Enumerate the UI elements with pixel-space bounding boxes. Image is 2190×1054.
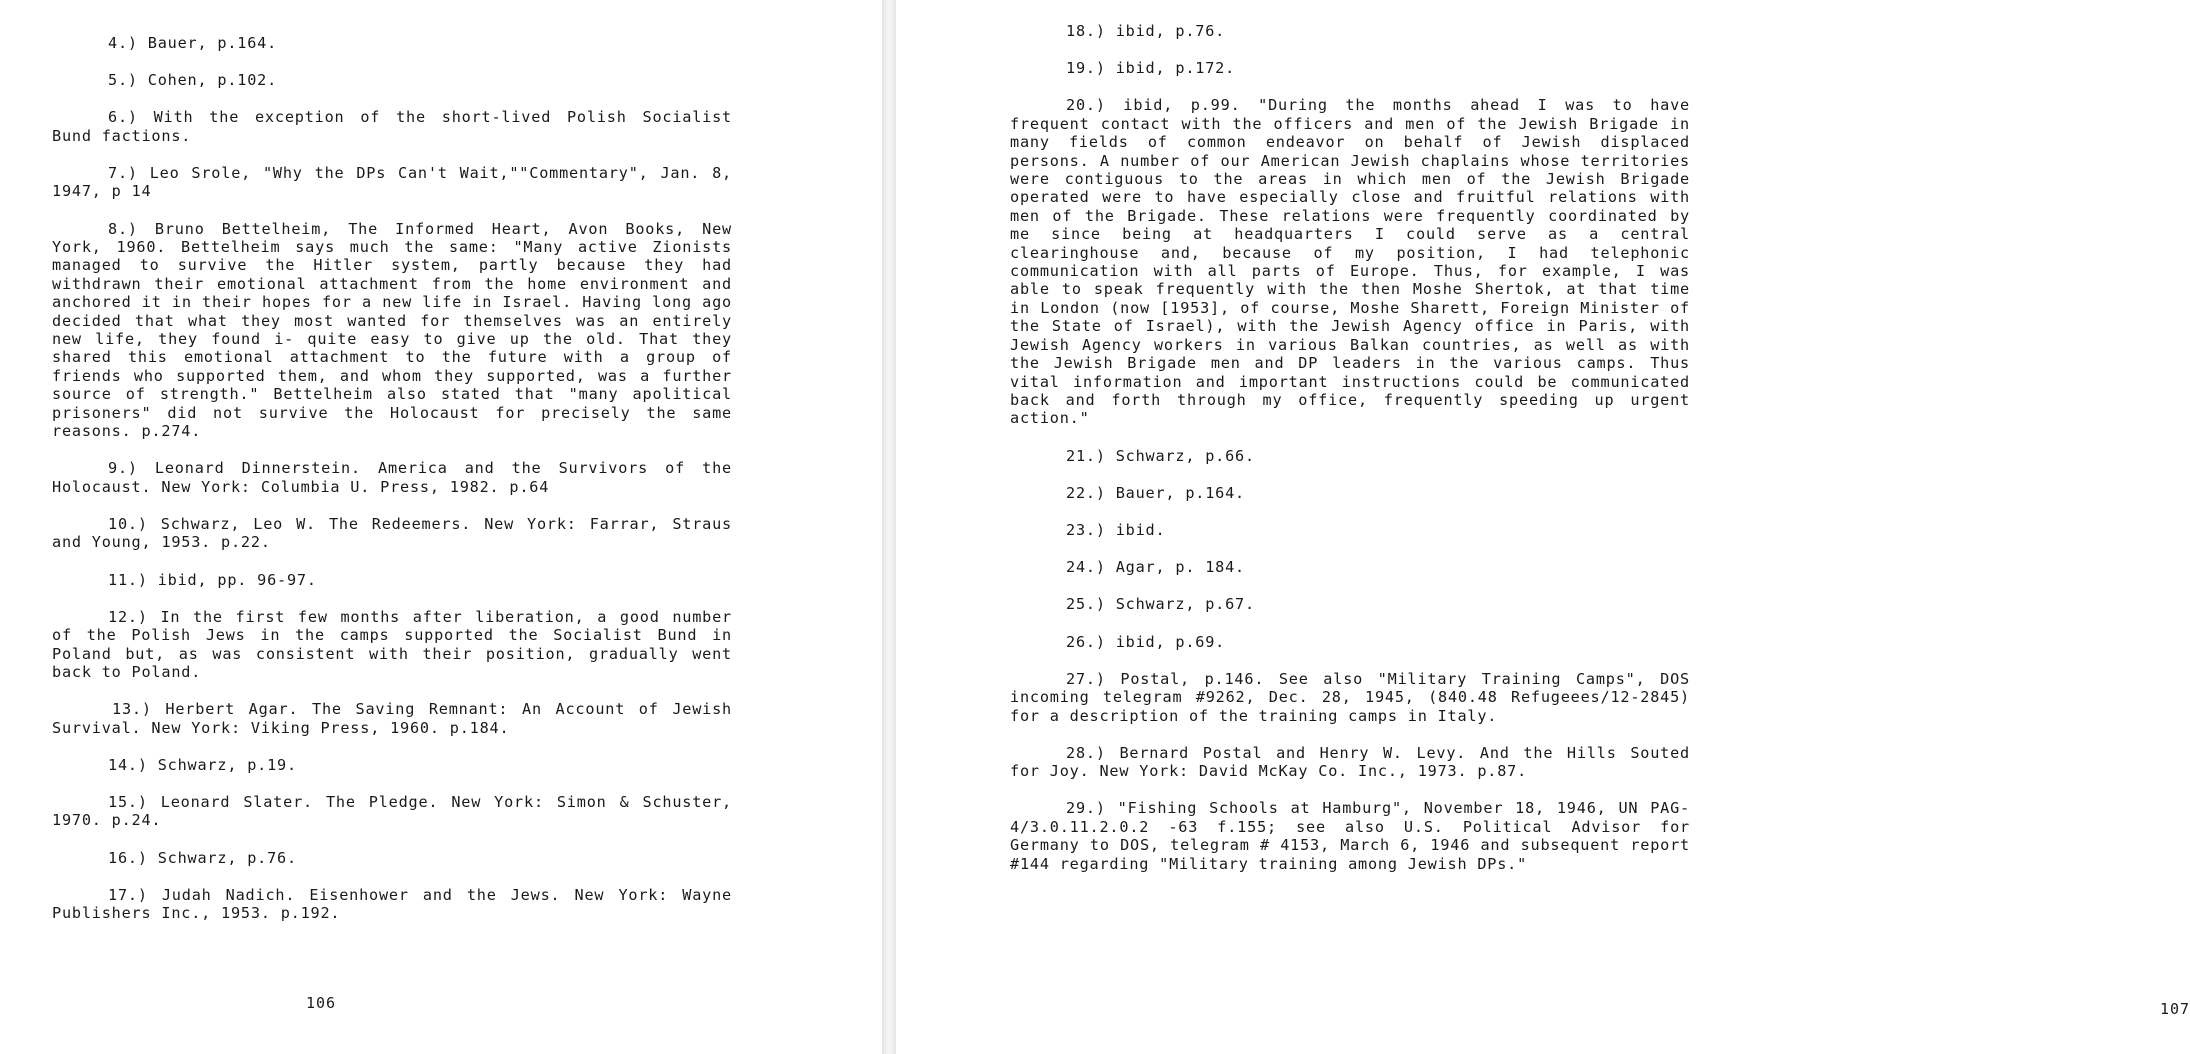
endnote-4: 4.) Bauer, p.164.	[108, 34, 278, 52]
endnotes-list	[1010, 22, 1700, 892]
endnote-24: 24.) Agar, p. 184.	[1066, 558, 1245, 577]
page-number: 107	[2160, 1000, 2190, 1018]
endnote-8: 8.) Bruno Bettelheim, The Informed Heart, Avon Books, New York, 1960. Bettelheim says much the same: "Many active Zionists managed to survive the Hitler system, partly because they had withdrawn their emotional attachment from the home environment and anchored it in their hopes for a new life in Israel. Having long ago decided that what they most wanted for themselves was an entirely new life, they found i- quite easy to give up the old. That they shared this emotional attachment to the future with a group of friends who supported them, and whom they supported, was a further source of strength." Bettelheim also stated that "many apolitical prisoners" did not survive the Holocaust for precisely the same reasons. p.274.	[52, 219, 742, 441]
endnote-10: 10.) Schwarz, Leo W. The Redeemers. New York: Farrar, Straus and Young, 1953. p.22.	[52, 514, 742, 552]
right-page	[896, 0, 2190, 1054]
endnote-29: 29.) "Fishing Schools at Hamburg", November 18, 1946, UN PAG-4/3.0.11.2.0.2 -63 f.155; see also U.S. Political Advisor for Germany to DOS, telegram # 4153, March 6, 1946 and subsequent report #144 regarding "Military training among Jewish DPs."	[1010, 799, 1700, 873]
endnotes-list	[52, 34, 742, 941]
endnote-18: 18.) ibid, p.76.	[1066, 22, 1226, 40]
endnote-21: 21.) Schwarz, p.66.	[1066, 446, 1255, 465]
endnote-14: 14.) Schwarz, p.19.	[108, 755, 297, 774]
endnote-27: 27.) Postal, p.146. See also "Military Training Camps", DOS incoming telegram #9262, Dec. 28, 1945, (840.48 Refugeees/12-2845) for a description of the training camps in Italy.	[1010, 669, 1700, 725]
endnote-9: 9.) Leonard Dinnerstein. America and the Survivors of the Holocaust. New York: Columbia U. Press, 1982. p.64	[52, 459, 742, 496]
endnote-16: 16.) Schwarz, p.76.	[108, 848, 297, 867]
endnote-25: 25.) Schwarz, p.67.	[1066, 595, 1255, 614]
endnote-13: 13.) Herbert Agar. The Saving Remnant: An Account of Jewish Survival. New York: Viking Press, 1960. p.184.	[52, 700, 742, 737]
endnote-19: 19.) ibid, p.172.	[1066, 59, 1236, 78]
endnote-11: 11.) ibid, pp. 96-97.	[108, 570, 317, 589]
endnote-5: 5.) Cohen, p.102.	[108, 71, 278, 90]
endnote-26: 26.) ibid, p.69.	[1066, 632, 1226, 651]
endnote-23: 23.) ibid.	[1066, 520, 1166, 539]
endnote-28: 28.) Bernard Postal and Henry W. Levy. And the Hills Souted for Joy. New York: David McKay Co. Inc., 1973. p.87.	[1010, 743, 1700, 781]
endnote-6: 6.) With the exception of the short-lived Polish Socialist Bund factions.	[52, 108, 742, 145]
endnote-15: 15.) Leonard Slater. The Pledge. New York: Simon & Schuster, 1970. p.24.	[52, 792, 742, 830]
endnote-12: 12.) In the first few months after liberation, a good number of the Polish Jews in the camps supported the Socialist Bund in Poland but, as was consistent with their position, gradually went back to Poland.	[52, 607, 742, 681]
left-page	[0, 0, 882, 1054]
endnote-17: 17.) Judah Nadich. Eisenhower and the Jews. New York: Wayne Publishers Inc., 1953. p.192.	[52, 885, 742, 923]
endnote-20: 20.) ibid, p.99. "During the months ahead I was to have frequent contact with the officers and men of the Jewish Brigade in many fields of common endeavor on behalf of Jewish displaced persons. A number of our American Jewish chaplains whose territories were contiguous to the areas in which men of the Jewish Brigade operated were to have especially close and fruitful relations with men of the Brigade. These relations were frequently coordinated by me since being at headquarters I could serve as a central clearinghouse and, because of my position, I had telephonic communication with all parts of Europe. Thus, for example, I was able to speak frequently with the then Moshe Shertok, at that time in London (now [1953], of course, Moshe Sharett, Foreign Minister of the State of Israel), with the Jewish Agency office in Paris, with Jewish Agency workers in various Balkan countries, as well as with the Jewish Brigade men and DP leaders in the various camps. Thus vital information and important instructions could be communicated back and forth through my office, frequently speeding up urgent action."	[1010, 96, 1700, 428]
book-gutter	[882, 0, 896, 1054]
endnote-7: 7.) Leo Srole, "Why the DPs Can't Wait,""Commentary", Jan. 8, 1947, p 14	[52, 164, 742, 201]
page-number: 106	[306, 994, 337, 1012]
endnote-22: 22.) Bauer, p.164.	[1066, 483, 1245, 502]
